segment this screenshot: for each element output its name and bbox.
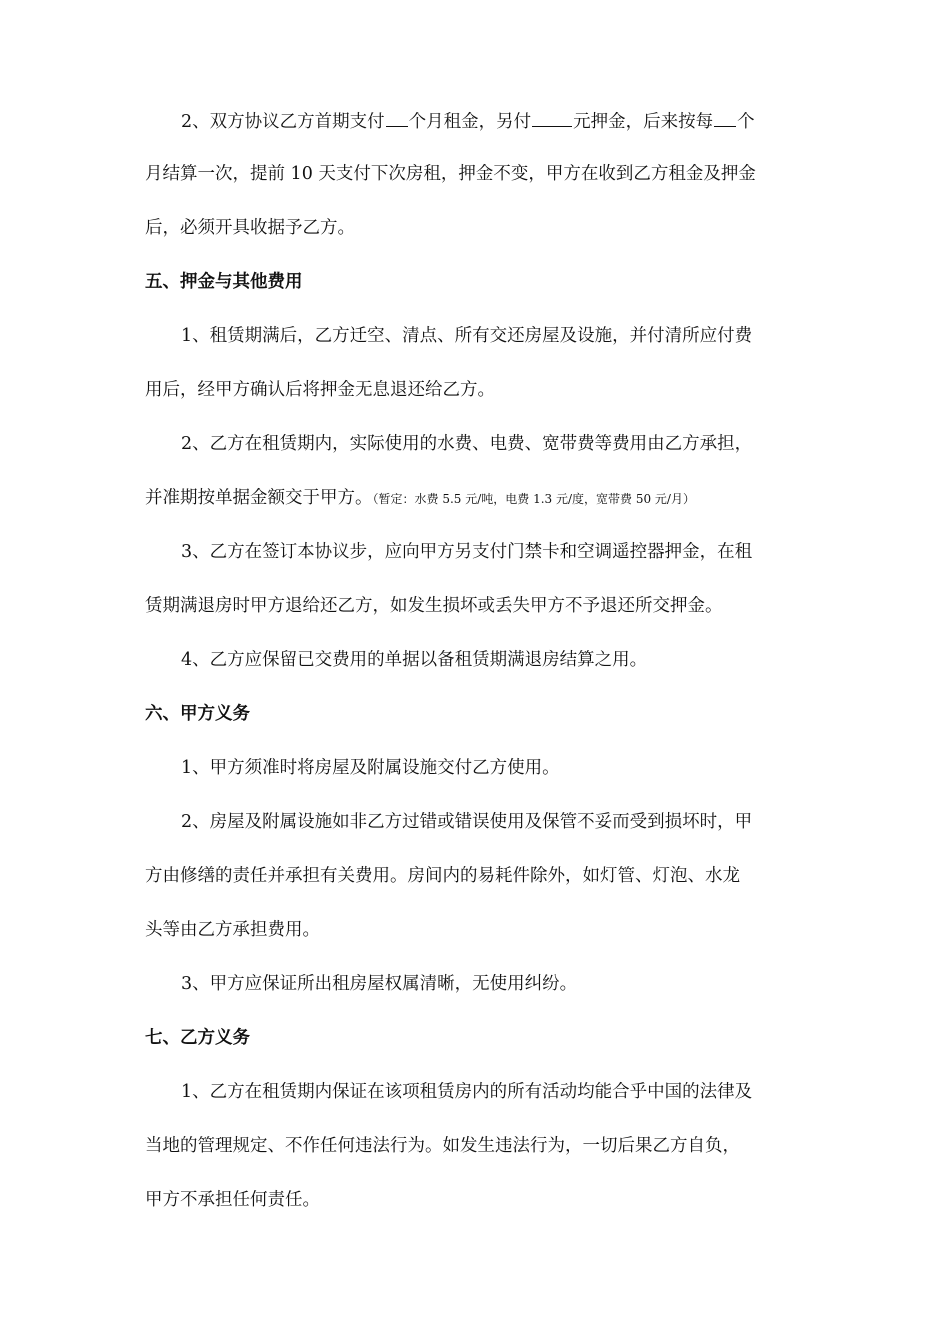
paragraph-line: 赁期满退房时甲方退给还乙方，如发生损坏或丢失甲方不予退还所交押金。 [145,596,723,616]
paragraph-line: 当地的管理规定、不作任何违法行为。如发生违法行为，一切后果乙方自负， [145,1136,740,1156]
text-segment: 个月租金，另付 [408,112,532,132]
paragraph-line: 月结算一次，提前 10 天支付下次房租，押金不变，甲方在收到乙方租金及押金 [145,164,756,184]
paragraph-line: 2、乙方在租赁期内，实际使用的水费、电费、宽带费等费用由乙方承担， [181,434,753,454]
paragraph-line [145,110,806,130]
paragraph-line: 后，必须开具收据予乙方。 [145,218,355,238]
text-segment: 2、双方协议乙方首期支付 [181,112,385,132]
paragraph-line: 2、房屋及附属设施如非乙方过错或错误使用及保管不妥而受到损坏时，甲 [181,812,753,832]
text-segment: 元押金，后来按每 [573,112,714,132]
section-heading: 七、乙方义务 [145,1028,250,1048]
paragraph-line: 4、乙方应保留已交费用的单据以备租赁期满退房结算之用。 [181,650,648,670]
paragraph-line: 用后，经甲方确认后将押金无息退还给乙方。 [145,380,495,400]
paragraph-line: 1、甲方须准时将房屋及附属设施交付乙方使用。 [181,758,560,778]
rate-note: （暂定：水费 5.5 元/吨，电费 1.3 元/度，宽带费 50 元/月） [372,492,695,506]
paragraph-line: 头等由乙方承担费用。 [145,920,320,940]
paragraph-line: 1、租赁期满后，乙方迁空、清点、所有交还房屋及设施，并付清所应付费 [181,326,753,346]
text-segment: 个 [737,112,755,132]
paragraph-line: 3、甲方应保证所出租房屋权属清晰，无使用纠纷。 [181,974,578,994]
section-heading: 五、押金与其他费用 [145,272,303,292]
paragraph-line: 方由修缮的责任并承担有关费用。房间内的易耗件除外，如灯管、灯泡、水龙 [145,866,740,886]
fill-in-blank-period [714,110,736,127]
paragraph-line [145,488,806,508]
paragraph-line: 3、乙方在签订本协议步，应向甲方另支付门禁卡和空调遥控器押金，在租 [181,542,753,562]
fill-in-blank-months [386,110,408,127]
paragraph-line: 甲方不承担任何责任。 [145,1190,320,1210]
section-heading: 六、甲方义务 [145,704,250,724]
fill-in-blank-deposit [532,110,572,127]
text-segment: 并准期按单据金额交于甲方。 [145,488,373,508]
paragraph-line: 1、乙方在租赁期内保证在该项租赁房内的所有活动均能合乎中国的法律及 [181,1082,753,1102]
